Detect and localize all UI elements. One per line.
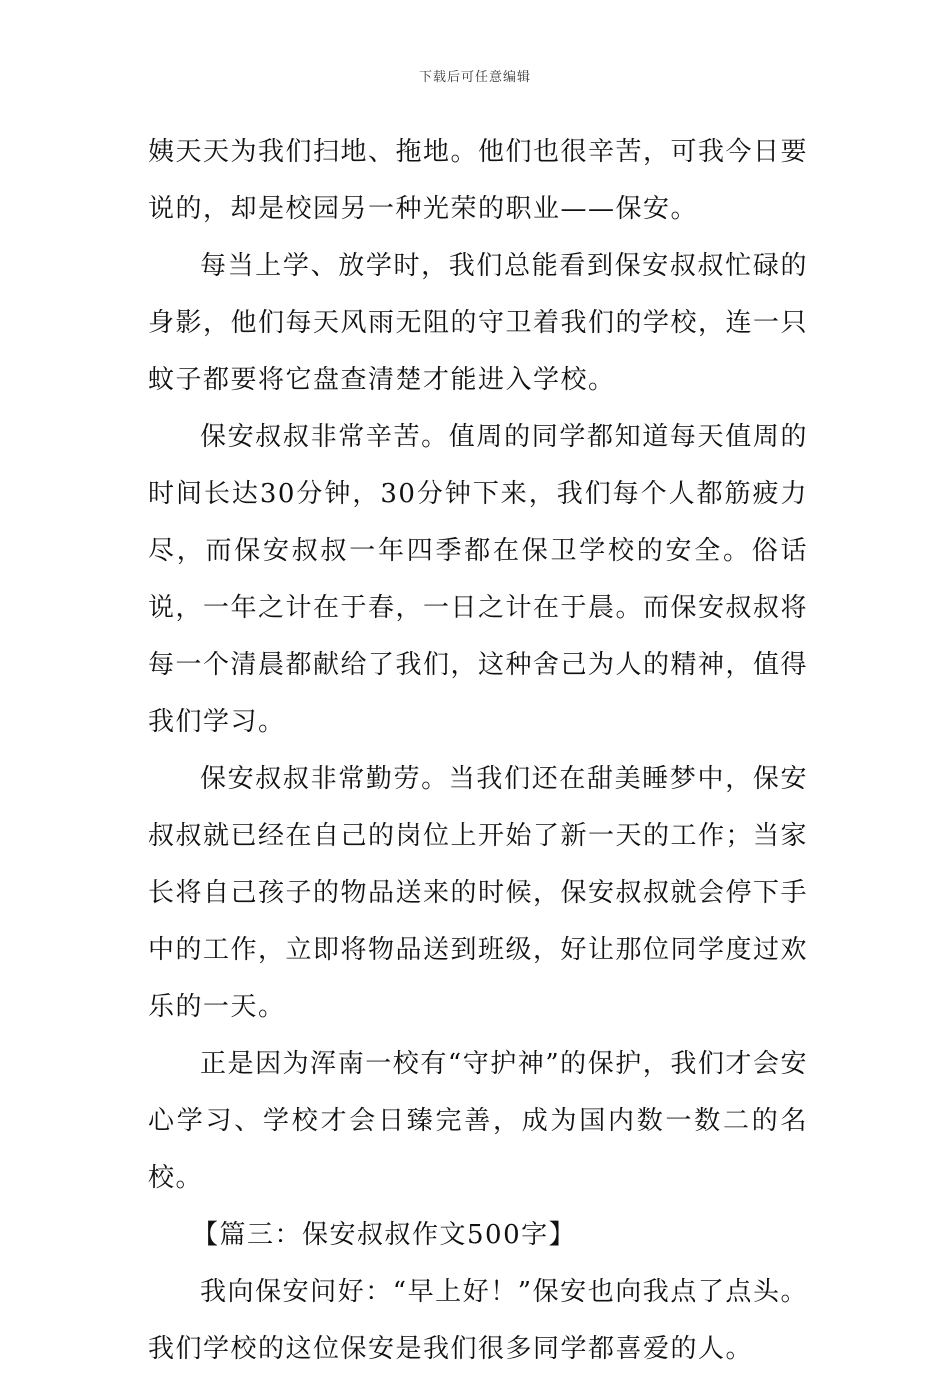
page-header: 下载后可任意编辑 bbox=[418, 70, 531, 85]
section-heading: 【篇三：保安叔叔作文500字】 bbox=[192, 1220, 577, 1250]
paragraph-continuation: 姨天天为我们扫地、拖地。他们也很辛苦，可我今日要说的，却是校园另一种光荣的职业——保安。 bbox=[148, 137, 809, 224]
document-body bbox=[148, 124, 808, 1378]
paragraph-greeting: 我向保安问好：“早上好！”保安也向我点了点头。我们学校的这位保安是我们很多同学都喜爱的人。 bbox=[148, 1277, 808, 1364]
paragraph-diligence: 保安叔叔非常勤劳。当我们还在甜美睡梦中，保安叔叔就已经在自己的岗位上开始了新一天的工作；当家长将自己孩子的物品送来的时候，保安叔叔就会停下手中的工作，立即将物品送到班级，好让那位同学度过欢乐的一天。 bbox=[148, 764, 809, 1022]
paragraph-hard-work: 保安叔叔非常辛苦。值周的同学都知道每天值周的时间长达30分钟，30分钟下来，我们每个人都筋疲力尽，而保安叔叔一年四季都在保卫学校的安全。俗话说，一年之计在于春，一日之计在于晨。而保安叔叔将每一个清晨都献给了我们，这种舍己为人的精神，值得我们学习。 bbox=[148, 422, 809, 737]
paragraph-security-figure: 每当上学、放学时，我们总能看到保安叔叔忙碌的身影，他们每天风雨无阻的守卫着我们的学校，连一只蚊子都要将它盘查清楚才能进入学校。 bbox=[148, 251, 809, 395]
paragraph-conclusion: 正是因为浑南一校有“守护神”的保护，我们才会安心学习、学校才会日臻完善，成为国内数一数二的名校。 bbox=[148, 1049, 808, 1193]
